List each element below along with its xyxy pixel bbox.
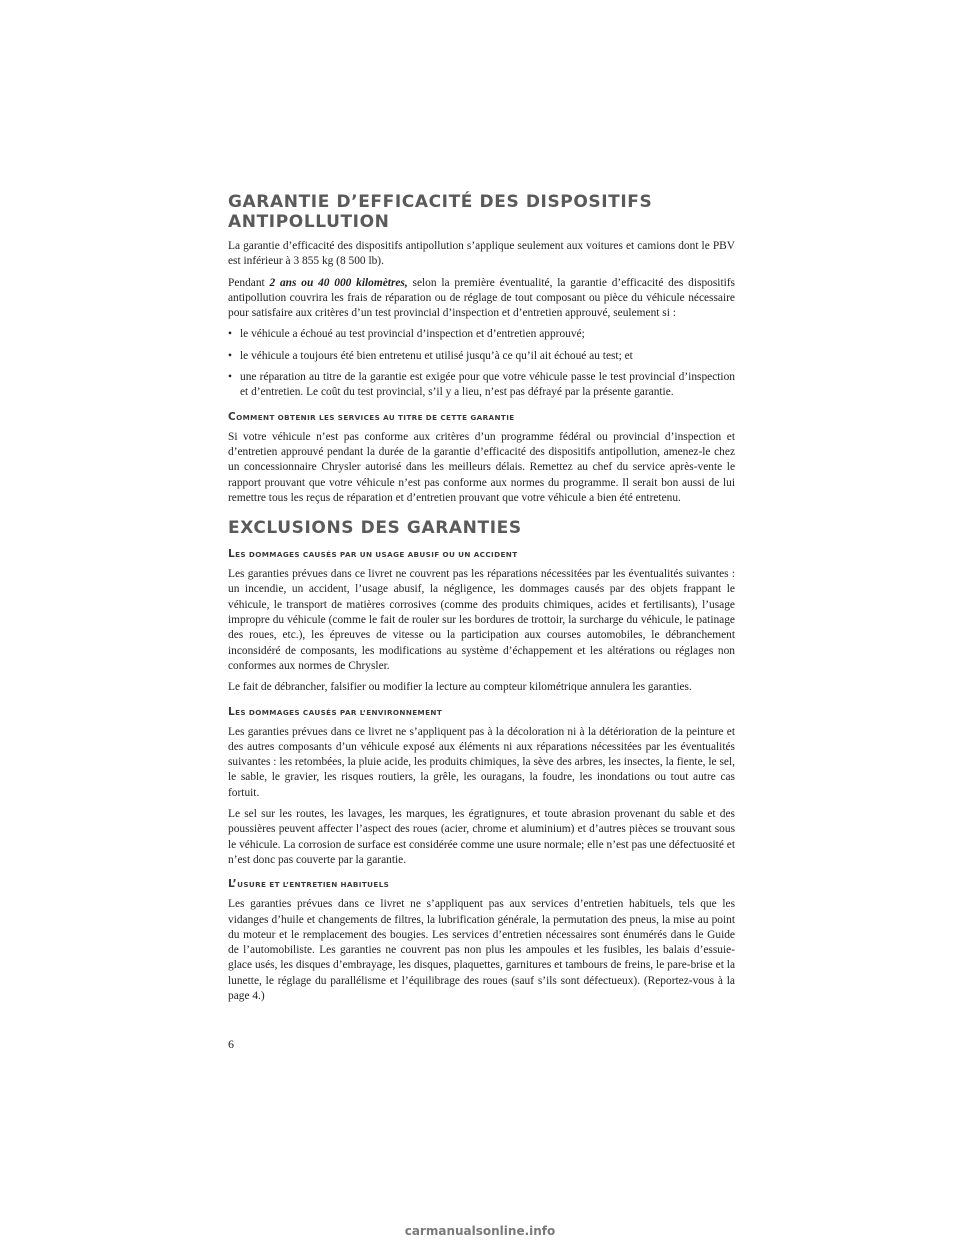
list-item: • le véhicule a toujours été bien entretenu et utilisé jusqu’à ce qu’il ait échoué au test; et xyxy=(228,349,633,362)
document-page xyxy=(228,192,735,1010)
subheading-environment: LES DOMMAGES CAUSÉS PAR L’ENVIRONNEMENT xyxy=(228,705,443,718)
subheading-wear-maintenance: L’USURE ET L’ENTRETIEN HABITUELS xyxy=(228,878,390,891)
paragraph-abuse-accident: Les garanties prévues dans ce livret ne couvrent pas les réparations nécessitées par les éventualités suivantes : un incendie, un accident, l’usage abusif, la négligence, les dommages causés par des objets frappant le véhicule, le transport de matières corrosives (comme des produits chimiques, acides et fertilisants), l’usage impropre du véhicule (comme le fait de rouler sur les bordures de trottoir, la surcharge du véhicule, le patinage des roues, etc.), les épreuves de vitesse ou la participation aux courses automobiles, le débranchement inconsidéré de composants, les modifications au système d’échappement et les altérations ou réglages non conformes aux normes de Chrysler. xyxy=(228,568,735,672)
paragraph-wear-maintenance: Les garanties prévues dans ce livret ne s’appliquent pas aux services d’entretien habituels, tels que les vidanges d’huile et changements de filtres, la lubrification générale, la permutation des pneus, la mise au point du moteur et le remplacement des bougies. Les services d’entretien nécessaires sont énumérés dans le Guide de l’automobiliste. Les garanties ne couvrent pas non plus les ampoules et les fusibles, les balais d’essuie-glace usés, les disques d’embrayage, les disques, plaquettes, garnitures et tambours de freins, le pare-brise et la lunette, le réglage du parallélisme et l’équilibrage des roues (sauf s’ils sont défectueux). (Reportez-vous à la page 4.) xyxy=(228,898,735,1002)
list-item: • une réparation au titre de la garantie est exigée pour que votre véhicule passe le test provincial d’inspection et d’entretien. Le coût du test provincial, s’il y a lieu, n’est pas défrayé par la présente garantie. xyxy=(228,371,735,399)
list-item: • le véhicule a échoué au test provincial d’inspection et d’entretien approuvé; xyxy=(228,328,585,341)
subheading-obtain-service: COMMENT OBTENIR LES SERVICES AU TITRE DE CETTE GARANTIE xyxy=(228,410,515,423)
conditions-list xyxy=(228,327,735,400)
subheading-abuse-accident: LES DOMMAGES CAUSÉS PAR UN USAGE ABUSIF OU UN ACCIDENT xyxy=(228,548,518,561)
paragraph-environment: Les garanties prévues dans ce livret ne s’appliquent pas à la décoloration ni à la détérioration de la peinture et des autres composants d’un véhicule exposé aux éléments ni aux réparations nécessitées par les éventualités suivantes : les retombées, la pluie acide, les produits chimiques, la sève des arbres, les insectes, la fiente, le sel, le sable, le gravier, les risques routiers, la grêle, les ouragans, la foudre, les inondations ou tout autre cas fortuit. xyxy=(228,725,735,799)
paragraph-odometer: Le fait de débrancher, falsifier ou modifier la lecture au compteur kilométrique annulera les garanties. xyxy=(228,681,692,694)
paragraph-scope: La garantie d’efficacité des dispositifs antipollution s’applique seulement aux voitures et camions dont le PBV est inférieur à 3 855 kg (8 500 lb). xyxy=(228,240,735,268)
section-title-emission-warranty: GARANTIE D’EFFICACITÉ DES DISPOSITIFS ANTIPOLLUTION xyxy=(228,192,653,232)
paragraph-road-salt: Le sel sur les routes, les lavages, les marques, les égratignures, et toute abrasion provenant du sable et des poussières peuvent affecter l’aspect des roues (acier, chrome et aluminium) et d’autres pièces se trouvant sous le véhicule. La corrosion de surface est considérée comme une usure normale; elle n’est pas une défectuosité et n’est donc pas couverte par la garantie. xyxy=(228,808,735,866)
watermark-text: carmanualsonline.info xyxy=(404,1224,556,1238)
paragraph-obtain-service: Si votre véhicule n’est pas conforme aux critères d’un programme fédéral ou provincial d’inspection et d’entretien approuvé pendant la durée de la garantie d’efficacité des dispositifs antipollution, amenez-le chez un concessionnaire Chrysler autorisé dans les meilleurs délais. Remettez au chef du service après-vente le rapport prouvant que votre véhicule n’est pas conforme aux normes du programme. Il serait bon aussi de lui remettre tous les reçus de réparation et d’entretien prouvant que votre véhicule a bien été entretenu. xyxy=(228,430,735,504)
page-number: 6 xyxy=(228,1037,234,1051)
paragraph-coverage: Pendant 2 ans ou 40 000 kilomètres, selon la première éventualité, la garantie d’efficacité des dispositifs antipollution couvrira les frais de réparation ou de réglage de tout composant ou pièce du véhicule nécessaire pour satisfaire aux critères d’un test provincial d’inspection et d’entretien approuvé, seulement si : xyxy=(228,276,735,320)
section-title-exclusions: EXCLUSIONS DES GARANTIES xyxy=(228,518,522,539)
